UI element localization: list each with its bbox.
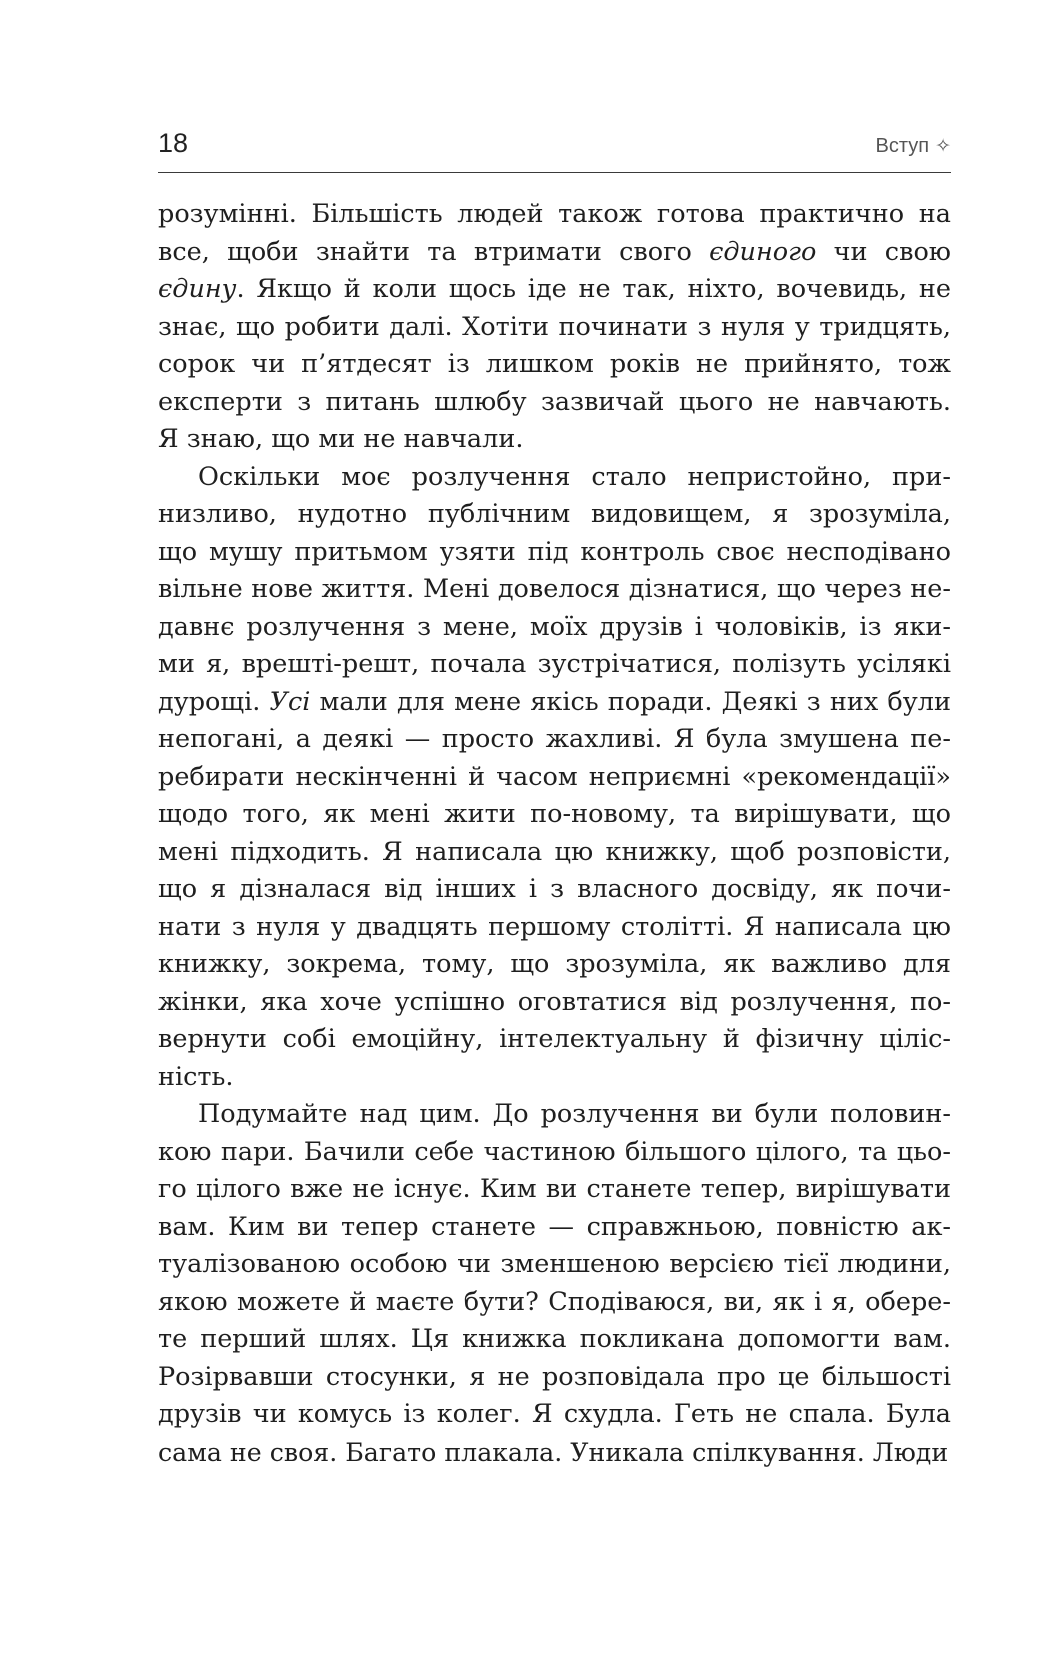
text-line: сама не своя. Багато плакала. Уникала спілкування. Люди [158, 1437, 949, 1467]
text-line: жінки, яка хоче успішно оговтатися від розлучення, по- [158, 986, 951, 1017]
text-line: вільне нове життя. Мені довелося дізнатися, що через не- [158, 574, 951, 604]
text-line: експерти з питань шлюбу зазвичай цього не навчають. [158, 386, 951, 417]
text-line: що мушу притьмом узяти під контроль своє несподівано [158, 536, 951, 567]
text-line: Я знаю, що ми не навчали. [158, 424, 524, 454]
text-line: книжку, зокрема, тому, що зрозуміла, як важливо для [158, 949, 951, 979]
star-ornament-icon: ✧ [935, 136, 951, 157]
paragraph [158, 196, 951, 459]
text-line: єдину. Якщо й коли щось іде не так, ніхто, вочевидь, не [158, 274, 951, 304]
text-line: Оскільки моє розлучення стало непристойно, при- [198, 461, 951, 492]
text-line: дурощі. Усі мали для мене якісь поради. Деякі з них були [158, 686, 951, 717]
text-line: друзів чи комусь із колег. Я схудла. Геть не спала. Була [158, 1399, 951, 1429]
text-line: непогані, а деякі — просто жахливі. Я була змушена пе- [158, 724, 951, 754]
paragraph [158, 1096, 951, 1471]
text-line: вам. Ким ви тепер станете — справжньою, повністю ак- [158, 1211, 951, 1242]
text-line: ність. [158, 1061, 234, 1092]
text-line: туалізованою особою чи зменшеною версією тієї людини, [158, 1249, 951, 1279]
text-line: знає, що робити далі. Хотіти починати з нуля у тридцять, [158, 311, 951, 342]
text-line: ми я, врешті-решт, почала зустрічатися, полізуть усілякі [158, 649, 951, 679]
text-line: сорок чи п’ятдесят із лишком років не прийнято, тож [158, 349, 951, 379]
page-number: 18 [158, 128, 189, 158]
text-line: щодо того, як мені жити по-новому, та вирішувати, що [158, 799, 951, 829]
text-line: те перший шлях. Ця книжка покликана допомогти вам. [158, 1324, 951, 1354]
text-line: нати з нуля у двадцять першому столітті. Я написала цю [158, 911, 951, 942]
text-line: що я дізналася від інших і з власного досвіду, як почи- [158, 874, 951, 904]
paragraph [158, 459, 951, 1097]
text-line: ребирати нескінченні й часом неприємні «рекомендації» [158, 761, 951, 792]
emphasis: єдиного [709, 236, 817, 267]
text-line: Розірвавши стосунки, я не розповідала про це більшості [158, 1361, 951, 1392]
emphasis: єдину [158, 274, 237, 304]
running-head-title: Вступ [875, 135, 930, 157]
text-line: кою пари. Бачили себе частиною більшого цілого, та цьо- [158, 1136, 951, 1167]
text-line: все, щоби знайти та втримати свого єдиного чи свою [158, 236, 951, 267]
text-line: давнє розлучення з мене, моїх друзів і чоловіків, із яки- [158, 611, 951, 642]
emphasis: Усі [269, 686, 311, 717]
page-header [158, 122, 951, 173]
running-head [876, 134, 951, 159]
text-line: вернути собі емоційну, інтелектуальну й фізичну ціліс- [158, 1024, 951, 1054]
body-text [158, 196, 951, 1471]
text-line: розумінні. Більшість людей також готова практично на [158, 199, 951, 229]
text-line: якою можете й маєте бути? Сподіваюся, ви, як і я, обере- [158, 1286, 951, 1317]
text-line: мені підходить. Я написала цю книжку, щоб розповісти, [158, 836, 951, 867]
text-line: го цілого вже не існує. Ким ви станете тепер, вирішувати [158, 1174, 951, 1204]
text-line: Подумайте над цим. До розлучення ви були половин- [198, 1099, 951, 1129]
text-line: низливо, нудотно публічним видовищем, я зрозуміла, [158, 499, 951, 529]
